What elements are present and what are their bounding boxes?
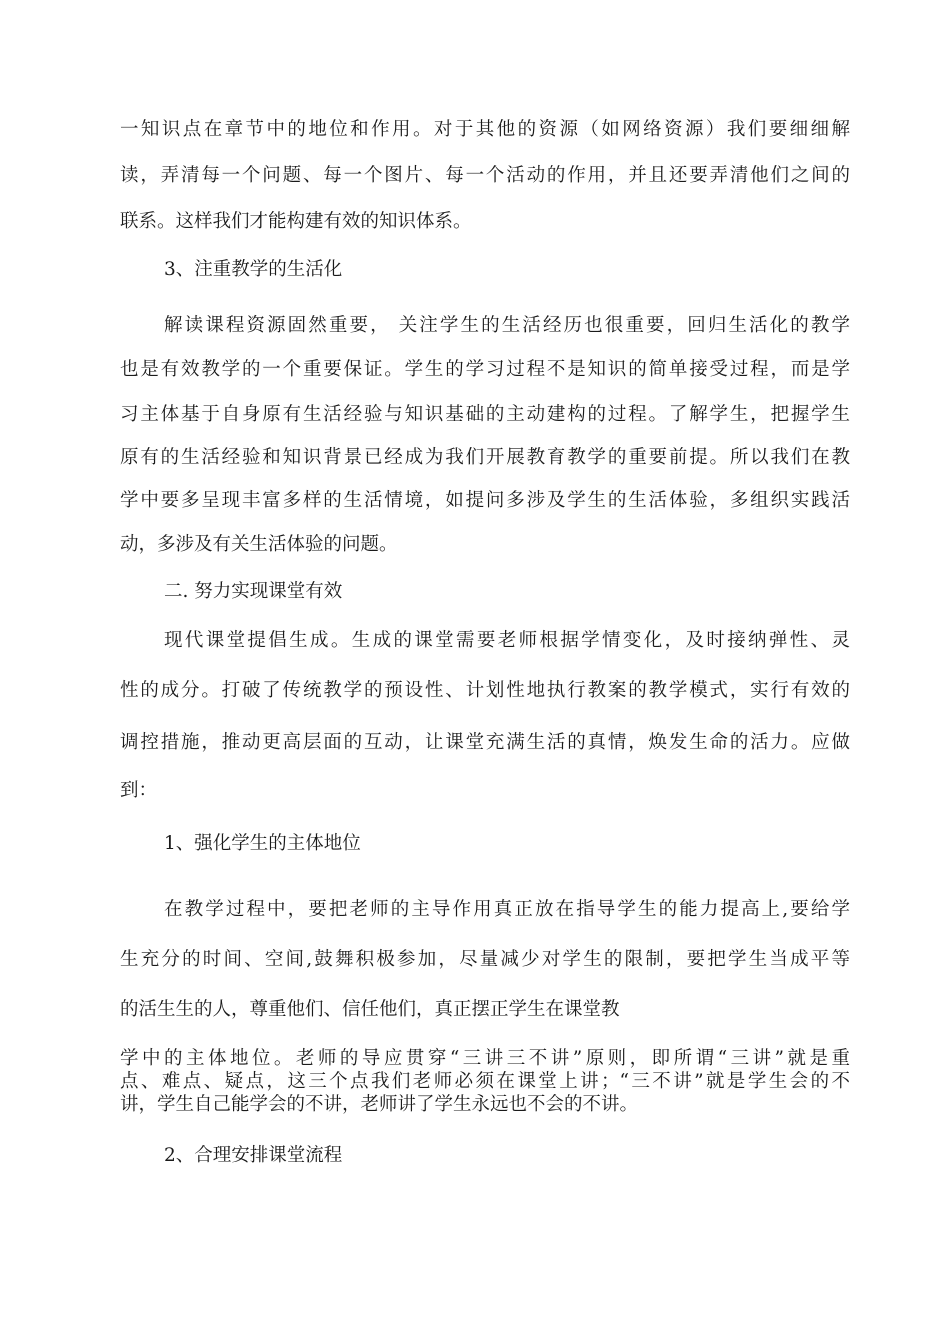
paragraph-line: 的活生生的人，尊重他们、信任他们，真正摆正学生在课堂教	[120, 999, 620, 1020]
paragraph-line: 在教学过程中，要把老师的主导作用真正放在指导学生的能力提高上,要给学	[164, 899, 850, 920]
paragraph-line: 动，多涉及有关生活体验的问题。	[120, 534, 398, 555]
paragraph-line: 调控措施，推动更高层面的互动，让课堂充满生活的真情，焕发生命的活力。应做	[120, 732, 850, 753]
paragraph-line: 解读课程资源固然重要， 关注学生的生活经历也很重要，回归生活化的教学	[164, 315, 850, 336]
paragraph-line: 原有的生活经验和知识背景已经成为我们开展教育教学的重要前提。所以我们在教	[120, 447, 850, 468]
paragraph-line: 点、难点、疑点，这三个点我们老师必须在课堂上讲；“三不讲”就是学生会的不	[120, 1071, 850, 1092]
section-heading: 2、合理安排课堂流程	[164, 1145, 343, 1166]
paragraph-line: 生充分的时间、空间,鼓舞积极参加，尽量减少对学生的限制，要把学生当成平等	[120, 949, 850, 970]
paragraph-line: 联系。这样我们才能构建有效的知识体系。	[120, 211, 472, 232]
paragraph-line: 习主体基于自身原有生活经验与知识基础的主动建构的过程。了解学生，把握学生	[120, 404, 850, 425]
paragraph-line: 学中的主体地位。老师的导应贯穿“三讲三不讲”原则，即所谓“三讲”就是重	[120, 1048, 850, 1069]
section-heading: 二. 努力实现课堂有效	[164, 581, 343, 602]
paragraph-line: 性的成分。打破了传统教学的预设性、计划性地执行教案的教学模式，实行有效的	[120, 680, 850, 701]
paragraph-line: 现代课堂提倡生成。生成的课堂需要老师根据学情变化，及时接纳弹性、灵	[164, 630, 850, 651]
paragraph-line: 讲，学生自己能学会的不讲，老师讲了学生永远也不会的不讲。	[120, 1094, 639, 1115]
paragraph-line: 读，弄清每一个问题、每一个图片、每一个活动的作用，并且还要弄清他们之间的	[120, 165, 850, 186]
paragraph-line: 学中要多呈现丰富多样的生活情境，如提问多涉及学生的生活体验，多组织实践活	[120, 490, 850, 511]
paragraph-line: 一知识点在章节中的地位和作用。对于其他的资源（如网络资源）我们要细细解	[120, 119, 850, 140]
paragraph-line: 到：	[120, 780, 158, 801]
paragraph-line: 也是有效教学的一个重要保证。学生的学习过程不是知识的简单接受过程，而是学	[120, 359, 850, 380]
section-heading: 3、注重教学的生活化	[164, 259, 343, 280]
section-heading: 1、强化学生的主体地位	[164, 833, 361, 854]
